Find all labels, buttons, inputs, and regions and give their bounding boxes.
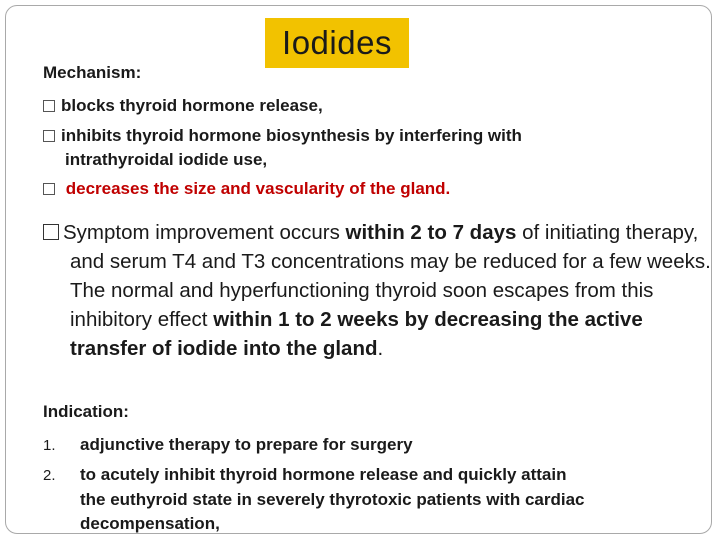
indication-item-2: 2. to acutely inhibit thyroid hormone release and quickly attain the euthyroid state in severely thyrotoxic patients with cardiac decompensation, [43, 465, 585, 533]
slide-title: Iodides [282, 24, 392, 61]
bullet-square-icon [43, 100, 55, 112]
bullet-square-icon [43, 130, 55, 142]
indication-label: Indication: [43, 402, 129, 421]
symptom-paragraph: Symptom improvement occurs within 2 to 7 days of initiating therapy, and serum T4 and T3 concentrations may be reduced for a few weeks. The normal and hyperfunctioning thyroid soon escapes from this inhibitory effect within 1 to 2 weeks by decreasing the active transfer of iodide into the gland. [43, 218, 712, 363]
bullet-square-icon [43, 224, 59, 240]
title-box [265, 18, 409, 68]
bullet-square-icon [43, 183, 55, 195]
mechanism-bullet-1: blocks thyroid hormone release, [43, 94, 323, 118]
mechanism-bullet-2: inhibits thyroid hormone biosynthesis by interfering with intrathyroidal iodide use, [43, 124, 643, 172]
mechanism-bullet-3: decreases the size and vascularity of the gland. [43, 177, 450, 201]
indication-item-1: 1. adjunctive therapy to prepare for surgery [43, 435, 413, 454]
slide [5, 5, 712, 534]
mechanism-label: Mechanism: [43, 63, 142, 82]
